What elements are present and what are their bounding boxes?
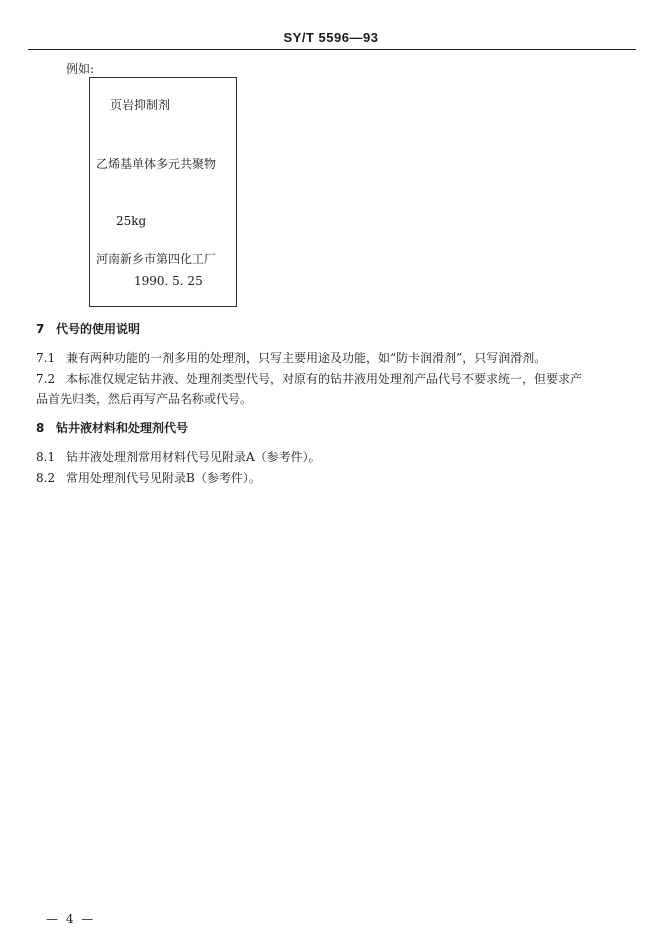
- example-label: 例如:: [66, 62, 95, 76]
- section-8-heading: [36, 419, 188, 436]
- section-7-heading: [36, 320, 140, 337]
- paragraph-8-2: [36, 469, 261, 486]
- page-number: — 4 —: [46, 912, 96, 926]
- header-rule: [28, 49, 636, 50]
- paragraph-number: 7.1: [36, 351, 56, 365]
- paragraph-number: 8.2: [36, 471, 56, 485]
- product-weight: 25kg: [116, 214, 147, 228]
- product-category: 页岩抑制剂: [110, 98, 171, 112]
- paragraph-7-1: [36, 349, 546, 366]
- paragraph-text: 本标准仅规定钻井液、处理剂类型代号，对原有的钻井液用处理剂产品代号不要求统一，但要求产: [66, 372, 583, 386]
- paragraph-8-1: [36, 448, 321, 465]
- manufacturer-name: 河南新乡市第四化工厂: [96, 252, 217, 266]
- product-label-box: [89, 77, 237, 307]
- paragraph-7-2-continuation: 品首先归类，然后再写产品名称或代号。: [36, 392, 253, 406]
- paragraph-number: 8.1: [36, 450, 56, 464]
- paragraph-text: 常用处理剂代号见附录B（参考件）。: [66, 471, 261, 485]
- section-title: 代号的使用说明: [56, 322, 141, 336]
- paragraph-text: 钻井液处理剂常用材料代号见附录A（参考件）。: [66, 450, 321, 464]
- paragraph-number: 7.2: [36, 372, 56, 386]
- product-name: 乙烯基单体多元共聚物: [96, 157, 217, 171]
- section-number: 8: [36, 421, 45, 435]
- section-title: 钻井液材料和处理剂代号: [56, 421, 189, 435]
- standard-code-header: SY/T 5596—93: [283, 30, 379, 45]
- section-number: 7: [36, 322, 45, 336]
- paragraph-7-2: [36, 370, 582, 387]
- production-date: 1990. 5. 25: [134, 274, 203, 288]
- paragraph-text: 兼有两种功能的一剂多用的处理剂，只写主要用途及功能，如“防卡润滑剂”，只写润滑剂。: [66, 351, 547, 365]
